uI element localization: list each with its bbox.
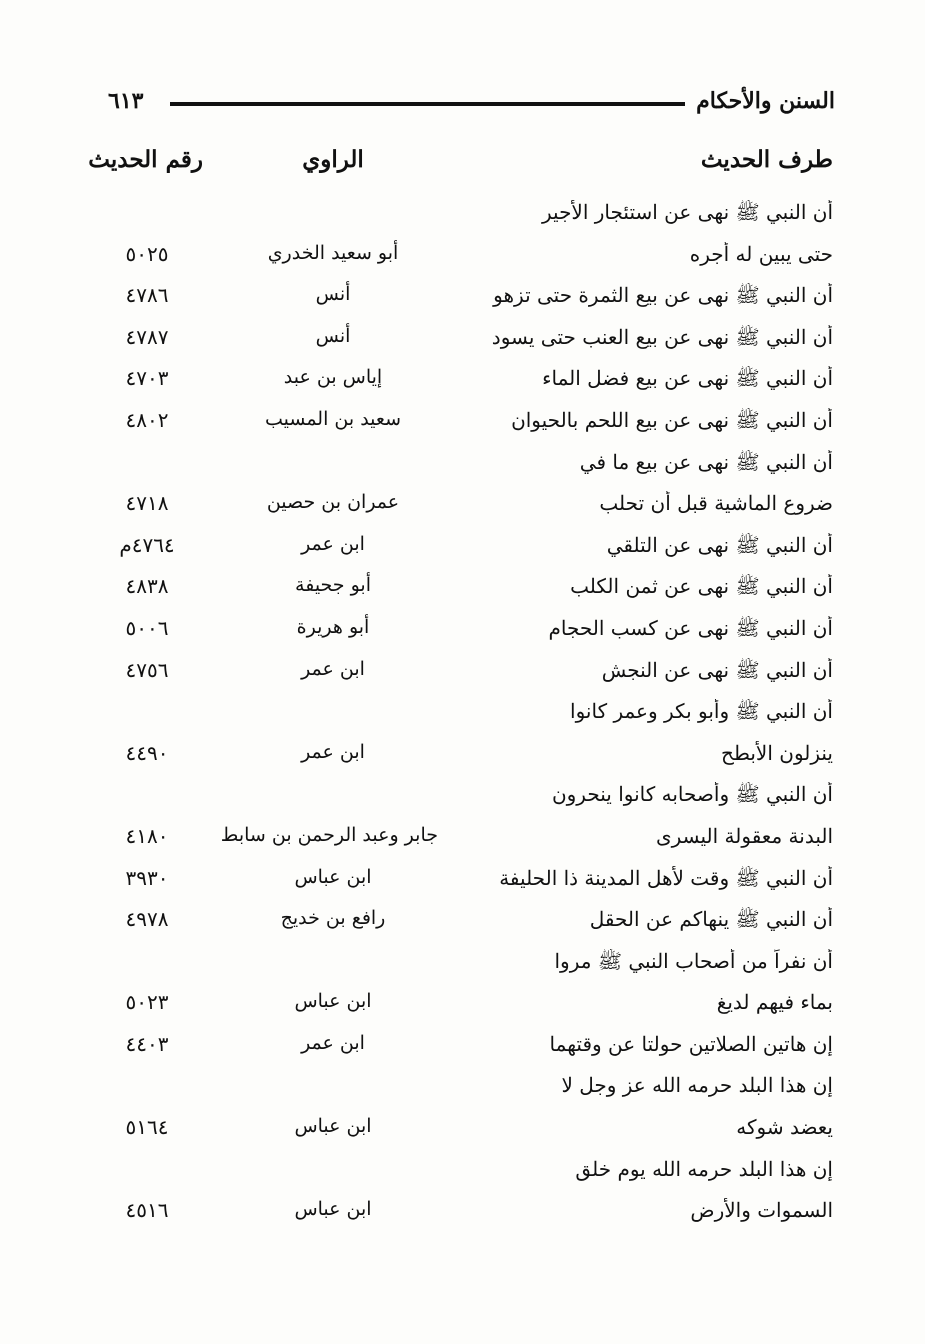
table-row <box>0 1157 925 1199</box>
hadith-number: ٤٥١٦ <box>125 1198 169 1223</box>
column-header-narrator: الراوي <box>302 146 364 173</box>
hadith-text: أن النبي ﷺ نهى عن بيع الثمرة حتى تزهو <box>493 283 833 308</box>
hadith-number: ٥١٦٤ <box>125 1115 169 1140</box>
table-row <box>0 1073 925 1115</box>
narrator-name: ابن عمر <box>301 657 365 680</box>
table-row <box>0 1198 925 1240</box>
table-row <box>0 283 925 325</box>
hadith-text: أن النبي ﷺ نهى عن ثمن الكلب <box>570 574 833 599</box>
hadith-number: ٤٧٦٤م <box>119 532 175 557</box>
table-row <box>0 741 925 783</box>
hadith-text: السموات والأرض <box>690 1198 833 1223</box>
hadith-text: أن النبي ﷺ نهى عن بيع ما في <box>579 449 833 474</box>
table-row <box>0 200 925 242</box>
hadith-text: ضروع الماشية قبل أن تحلب <box>599 491 833 516</box>
narrator-name: أبو سعيد الخدري <box>267 241 399 264</box>
hadith-number: ٤٤٩٠ <box>125 740 169 765</box>
hadith-text: أن نفراً من أصحاب النبي ﷺ مروا <box>554 948 833 973</box>
narrator-name: أبو جحيفة <box>295 574 371 597</box>
hadith-text: أن النبي ﷺ وأصحابه كانوا ينحرون <box>551 782 833 807</box>
table-row <box>0 1115 925 1157</box>
hadith-text: أن النبي ﷺ نهى عن النجش <box>601 657 833 682</box>
narrator-name: رافع بن خديج <box>280 907 386 930</box>
hadith-number: ٥٠٢٥ <box>125 241 169 266</box>
hadith-number: ٣٩٣٠ <box>125 865 169 890</box>
table-row <box>0 699 925 741</box>
hadith-number: ٤٨٣٨ <box>125 574 169 599</box>
hadith-text: أن النبي ﷺ ينهاكم عن الحقل <box>589 907 833 932</box>
hadith-text: إن هذا البلد حرمه الله عز وجل لا <box>561 1073 833 1098</box>
narrator-name: أبو هريرة <box>296 615 370 638</box>
hadith-number: ٤٧٠٣ <box>125 366 169 391</box>
hadith-number: ٤٩٧٨ <box>125 907 169 932</box>
narrator-name: ابن عباس <box>294 1198 372 1221</box>
table-row <box>0 824 925 866</box>
narrator-name: ابن عمر <box>301 1031 365 1054</box>
hadith-text: أن النبي ﷺ نهى عن التلقي <box>606 532 833 557</box>
hadith-number: ٤١٨٠ <box>125 823 169 848</box>
narrator-name: سعيد بن المسيب <box>264 407 401 430</box>
column-header-hadith: طرف الحديث <box>700 146 833 173</box>
narrator-name: ابن عمر <box>301 532 365 555</box>
table-row <box>0 907 925 949</box>
table-row <box>0 533 925 575</box>
hadith-number: ٤٧٨٧ <box>125 324 169 349</box>
table-row <box>0 242 925 284</box>
hadith-number: ٥٠٢٣ <box>125 990 169 1015</box>
table-row <box>0 491 925 533</box>
running-head <box>108 84 835 124</box>
table-row <box>0 450 925 492</box>
hadith-text: إن هاتين الصلاتين حولتا عن وقتهما <box>549 1031 833 1056</box>
page-number: ٦١٣ <box>108 88 144 114</box>
hadith-number: ٤٧٥٦ <box>125 657 169 682</box>
narrator-name: أنس <box>315 324 351 347</box>
table-row <box>0 616 925 658</box>
table-row <box>0 366 925 408</box>
table-row <box>0 1032 925 1074</box>
chapter-title: السنن والأحكام <box>696 88 835 114</box>
hadith-text: ينزلون الأبطح <box>721 740 833 765</box>
hadith-text: بماء فيهم لديغ <box>716 990 833 1015</box>
hadith-number: ٤٤٠٣ <box>125 1031 169 1056</box>
hadith-text: يعضد شوكه <box>736 1115 833 1140</box>
table-row <box>0 990 925 1032</box>
hadith-text: أن النبي ﷺ وأبو بكر وعمر كانوا <box>570 699 833 724</box>
narrator-name: إياس بن عبد <box>283 366 383 389</box>
narrator-name: جابر وعبد الرحمن بن سابط <box>220 823 438 846</box>
table-row <box>0 866 925 908</box>
hadith-number: ٤٨٠٢ <box>125 407 169 432</box>
narrator-name: ابن عمر <box>301 740 365 763</box>
hadith-text: البدنة معقولة اليسرى <box>655 823 833 848</box>
hadith-text: أن النبي ﷺ نهى عن استئجار الأجير <box>542 200 833 224</box>
table-header <box>0 140 925 200</box>
hadith-text: أن النبي ﷺ نهى عن بيع العنب حتى يسود <box>491 324 833 349</box>
narrator-name: ابن عباس <box>294 865 372 888</box>
hadith-text: أن النبي ﷺ نهى عن كسب الحجام <box>548 615 833 640</box>
table-row <box>0 574 925 616</box>
hadith-text: إن هذا البلد حرمه الله يوم خلق <box>575 1156 833 1181</box>
narrator-name: عمران بن حصين <box>266 491 400 514</box>
narrator-name: ابن عباس <box>294 1115 372 1138</box>
hadith-text: أن النبي ﷺ نهى عن بيع فضل الماء <box>542 366 833 391</box>
table-row <box>0 949 925 991</box>
table-row <box>0 782 925 824</box>
table-row <box>0 408 925 450</box>
header-rule <box>170 102 685 106</box>
hadith-text: حتى يبين له أجره <box>689 241 833 266</box>
narrator-name: أنس <box>315 283 351 306</box>
table-row <box>0 658 925 700</box>
hadith-text: أن النبي ﷺ نهى عن بيع اللحم بالحيوان <box>511 407 833 432</box>
hadith-number: ٤٧٨٦ <box>125 283 169 308</box>
hadith-number: ٥٠٠٦ <box>125 615 169 640</box>
table-row <box>0 325 925 367</box>
narrator-name: ابن عباس <box>294 990 372 1013</box>
hadith-index-table <box>0 140 925 1240</box>
hadith-number: ٤٧١٨ <box>125 491 169 516</box>
column-header-number: رقم الحديث <box>88 146 203 173</box>
hadith-text: أن النبي ﷺ وقت لأهل المدينة ذا الحليفة <box>499 865 833 890</box>
